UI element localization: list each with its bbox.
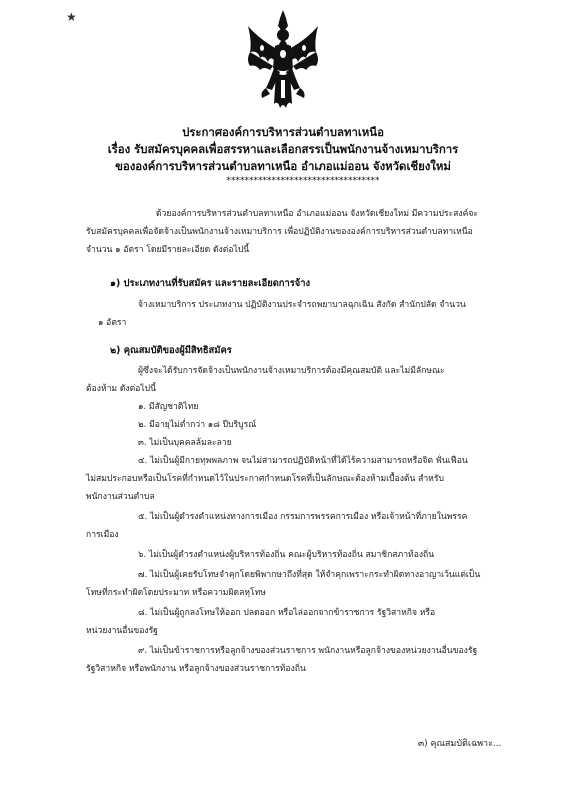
section-2-intro-line-2: ต้องห้าม ดังต่อไปนี้: [86, 384, 156, 394]
qualification-item-continued: หน่วยงานอื่นของรัฐ: [86, 626, 158, 636]
intro-line-3: จำนวน ๑ อัตรา โดยมีรายละเอียด ดังต่อไปนี้: [86, 245, 250, 255]
qualification-item-continued: รัฐวิสาหกิจ หรือพนักงาน หรือลูกจ้างของส่วนราชการท้องถิ่น: [86, 664, 306, 674]
garuda-emblem: [244, 8, 322, 116]
qualification-item: ๓. ไม่เป็นบุคคลล้มละลาย: [138, 438, 232, 448]
section-1-line-2: ๑ อัตรา: [98, 318, 127, 328]
document-title: [60, 124, 506, 188]
qualification-item-continued: ไม่สมประกอบหรือเป็นโรคที่กำหนดไว้ในประกาศกำหนดโรคที่เป็นลักษณะต้องห้ามเบื้องต้น สำหรับ: [86, 474, 444, 484]
intro-line-2: รับสมัครบุคคลเพื่อจัดจ้างเป็นพนักงานจ้างเหมาบริการ เพื่อปฏิบัติงานขององค์การบริหารส่วนตำบลทาเหนือ: [86, 227, 473, 237]
section-2-intro-line-1: ผู้ซึ่งจะได้รับการจัดจ้างเป็นพนักงานจ้างเหมาบริการต้องมีคุณสมบัติ และไม่มีลักษณะ: [138, 366, 445, 376]
qualification-item: ๔. ไม่เป็นผู้มีกายทุพพลภาพ จนไม่สามารถปฏิบัติหน้าที่ได้ไร้ความสามารถหรือจิต ฟั่นเฟือน: [138, 456, 468, 466]
qualification-item: ๗. ไม่เป็นผู้เคยรับโทษจำคุกโดยพิพากษาถึงที่สุด ให้จำคุกเพราะกระทำผิดทางอาญาเว้นแต่เป็น: [138, 570, 481, 580]
section-1-line-1: จ้างเหมาบริการ ประเภทงาน ปฏิบัติงานประจำรถพยาบาลฉุกเฉิน สังกัด สำนักปลัด จำนวน: [138, 300, 466, 310]
intro-line-1: ด้วยองค์การบริหารส่วนตำบลทาเหนือ อำเภอแม่ออน จังหวัดเชียงใหม่ มีความประสงค์จะ: [156, 209, 479, 219]
section-2-heading: ๒) คุณสมบัติของผู้มีสิทธิสมัคร: [110, 345, 232, 356]
section-1-heading: ๑) ประเภทงานที่รับสมัคร และรายละเอียดการจ้าง: [110, 278, 311, 289]
qualification-item-continued: โทษที่กระทำผิดโดยประมาท หรือความผิดลหุโทษ: [86, 588, 266, 598]
qualification-item: ๑. มีสัญชาติไทย: [138, 402, 199, 412]
title-line-3: ขององค์การบริหารส่วนตำบลทาเหนือ อำเภอแม่ออน จังหวัดเชียงใหม่: [115, 159, 451, 173]
qualification-item: ๕. ไม่เป็นผู้ดำรงตำแหน่งทางการเมือง กรรมการพรรคการเมือง หรือเจ้าหน้าที่ภายในพรรค: [138, 512, 468, 522]
corner-mark: ★: [66, 10, 77, 24]
title-line-1: ประกาศองค์การบริหารส่วนตำบลทาเหนือ: [182, 125, 384, 139]
qualification-item: ๖. ไม่เป็นผู้ดำรงตำแหน่งผู้บริหารท้องถิ่น คณะผู้บริหารท้องถิ่น สมาชิกสภาท้องถิ่น: [138, 550, 435, 560]
qualification-item: ๒. มีอายุไม่ต่ำกว่า ๑๘ ปีบริบูรณ์: [138, 420, 257, 430]
qualification-item-continued: พนักงานส่วนตำบล: [86, 492, 155, 502]
continuation-footer: ๓) คุณสมบัติเฉพาะ...: [418, 739, 502, 749]
title-line-2: เรื่อง รับสมัครบุคคลเพื่อสรรหาและเลือกสรรเป็นพนักงานจ้างเหมาบริการ: [107, 142, 459, 156]
qualification-item-continued: การเมือง: [86, 530, 119, 540]
qualification-item: ๙. ไม่เป็นข้าราชการหรือลูกจ้างของส่วนราชการ พนักงานหรือลูกจ้างของหน่วยงานอื่นของรัฐ: [138, 646, 478, 656]
qualification-item: ๘. ไม่เป็นผู้ถูกลงโทษให้ออก ปลดออก หรือไล่ออกจากข้าราชการ รัฐวิสาหกิจ หรือ: [138, 608, 436, 618]
title-separator: **********************************: [226, 176, 380, 186]
